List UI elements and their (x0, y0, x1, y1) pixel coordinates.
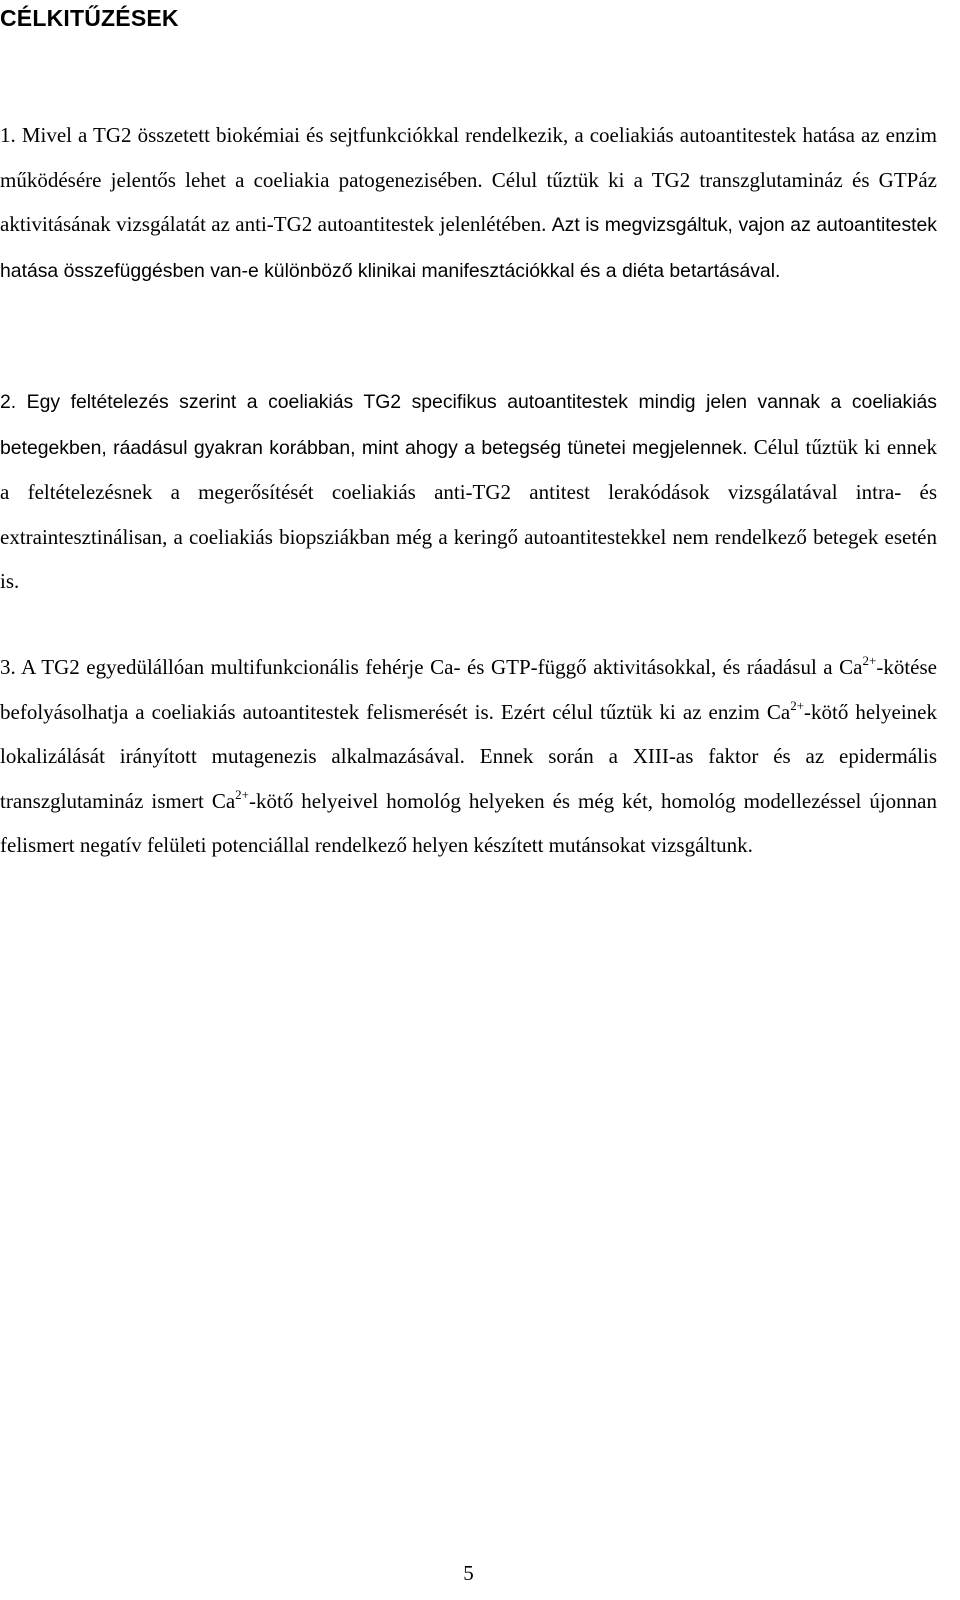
paragraph-3-text-c: -kötő helyeinek lokalizálását irányított mutagenezis alkalmazásával. Ennek során a XIII-as faktor és az epidermális transzglutamináz ismert Ca (0, 699, 937, 813)
paragraph-3-text-a: 3. A TG2 egyedülállóan multifunkcionális fehérje Ca- és GTP-függő aktivitásokkal, és ráadásul a Ca (0, 655, 863, 679)
superscript-charge: 2+ (862, 653, 877, 668)
paragraph-1-sans-text: Azt is megvizsgáltuk, vajon az autoantitestek hatása összefüggésben van-e különböző klinikai manifesztációkkal és a diéta betartásával. (0, 214, 938, 282)
objective-paragraph-3 (0, 645, 937, 868)
page-title: CÉLKITŰZÉSEK (0, 5, 179, 31)
paragraph-3-text-d: -kötő helyeivel homológ helyeken és még két, homológ modellezéssel újonnan felismert negatív felületi potenciállal rendelkező helyen készített mutánsokat vizsgáltunk. (0, 788, 937, 858)
paragraph-3-text-b: -kötése befolyásolhatja a coeliakiás autoantitestek felismerését is. Ezért célul tűztük ki az enzim Ca (0, 655, 937, 724)
paragraph-1-text: 1. Mivel a TG2 összetett biokémiai és sejtfunkciókkal rendelkezik, a coeliakiás autoantitestek hatása az enzim működésére jelentős lehet a coeliakia patogenezisében. Célul tűztük ki a TG2 transzglutamináz és GTPáz aktivitásának vizsgálatát az anti-TG2 autoantitestek jelenlétében. (0, 123, 937, 237)
paragraph-2-sans-text: 2. Egy feltételezés szerint a coeliakiás TG2 specifikus autoantitestek mindig jelen vannak a coeliakiás betegekben, ráadásul gyakran korábban, mint ahogy a betegség tünetei megjelennek. (0, 391, 937, 459)
objective-paragraph-2 (0, 379, 937, 604)
superscript-charge: 2+ (790, 697, 805, 713)
page-number: 5 (463, 1561, 474, 1585)
paragraph-2-text: Célul tűztük ki ennek a feltételezésnek a megerősítését coeliakiás anti-TG2 antitest lerakódások vizsgálatával intra- és extraintesztinálisan, a coeliakiás biopsziákban még a keringő autoantitestekkel nem rendelkező betegek esetén is. (0, 434, 937, 594)
objective-paragraph-1 (0, 113, 937, 293)
superscript-charge: 2+ (235, 786, 250, 802)
